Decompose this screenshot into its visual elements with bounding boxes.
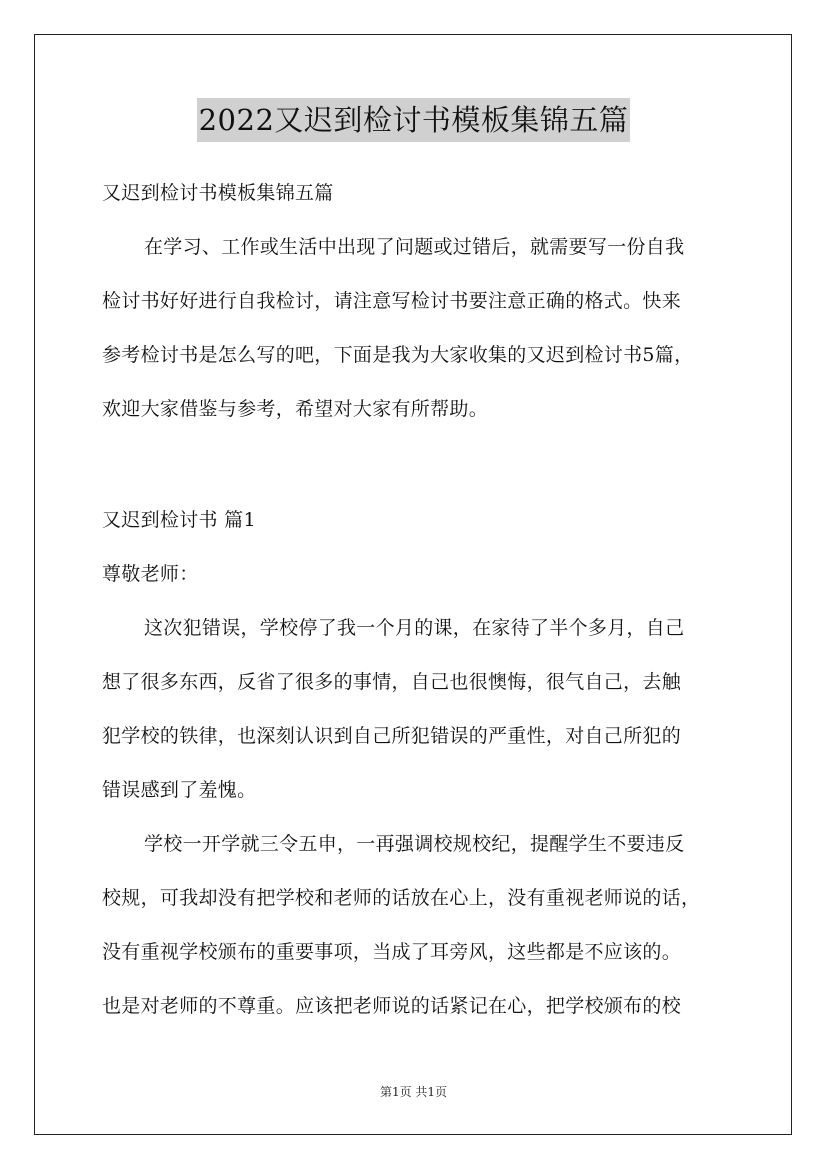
document-subtitle: 又迟到检讨书模板集锦五篇 <box>102 182 334 204</box>
intro-line: 欢迎大家借鉴与参考，希望对大家有所帮助。 <box>102 398 489 420</box>
section-heading: 又迟到检讨书 篇1 <box>102 509 256 531</box>
intro-line: 检讨书好好进行自我检讨，请注意写检讨书要注意正确的格式。快来 <box>102 290 682 312</box>
paragraph-line: 校规，可我却没有把学校和老师的话放在心上，没有重视老师说的话， <box>102 887 701 909</box>
paragraph-line: 也是对老师的不尊重。应该把老师说的话紧记在心，把学校颁布的校 <box>102 995 682 1017</box>
salutation: 尊敬老师： <box>102 563 199 585</box>
document-title: 2022又迟到检讨书模板集锦五篇 <box>197 98 631 142</box>
page-footer: 第1页 共1页 <box>379 1085 448 1099</box>
paragraph-line: 没有重视学校颁布的重要事项，当成了耳旁风，这些都是不应该的。 <box>102 941 682 963</box>
paragraph-line: 这次犯错误，学校停了我一个月的课，在家待了半个多月，自己 <box>144 617 685 639</box>
paragraph-line: 想了很多东西，反省了很多的事情，自己也很懊悔，很气自己，去触 <box>102 671 682 693</box>
intro-line: 在学习、工作或生活中出现了问题或过错后，就需要写一份自我 <box>144 236 685 258</box>
paragraph-line: 错误感到了羞愧。 <box>102 779 257 801</box>
title-container <box>0 98 827 142</box>
intro-line: 参考检讨书是怎么写的吧，下面是我为大家收集的又迟到检讨书5篇， <box>102 344 694 366</box>
paragraph-line: 学校一开学就三令五申，一再强调校规校纪，提醒学生不要违反 <box>144 833 685 855</box>
paragraph-line: 犯学校的铁律，也深刻认识到自己所犯错误的严重性，对自己所犯的 <box>102 725 682 747</box>
